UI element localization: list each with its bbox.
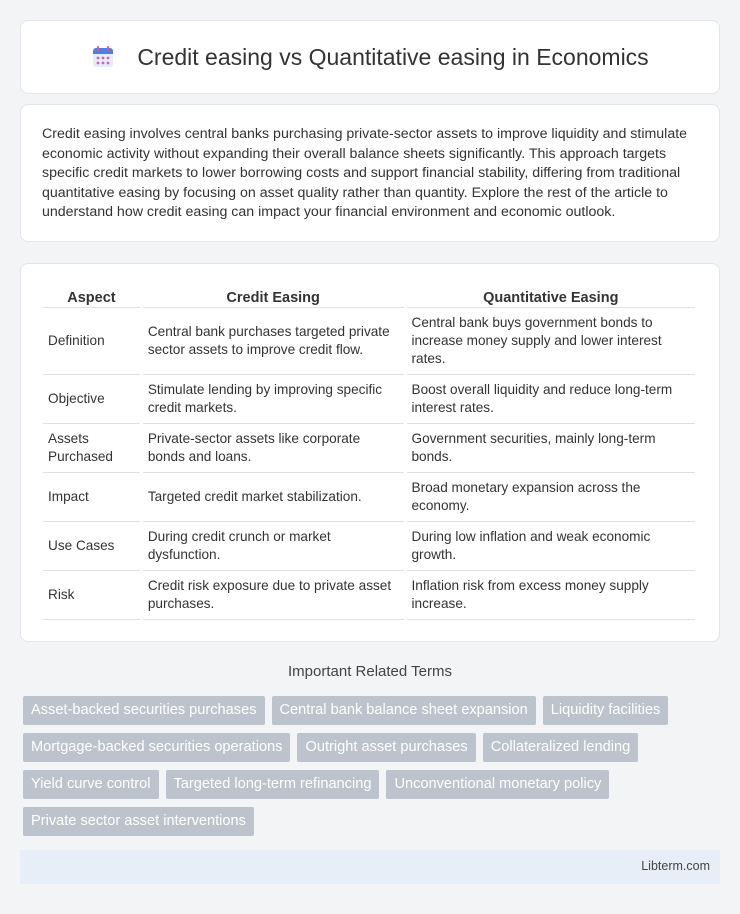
row-quantitative-easing: Boost overall liquidity and reduce long-term interest rates. (407, 375, 696, 424)
comparison-card (20, 263, 720, 642)
related-term-tag[interactable]: Yield curve control (23, 770, 159, 799)
row-quantitative-easing: Broad monetary expansion across the economy. (407, 473, 696, 522)
row-credit-easing: Central bank purchases targeted private sector assets to improve credit flow. (143, 308, 404, 375)
row-credit-easing: During credit crunch or market dysfunction. (143, 522, 404, 571)
table-row (43, 522, 695, 571)
table-row (43, 308, 695, 375)
row-aspect: Risk (43, 571, 140, 620)
row-credit-easing: Stimulate lending by improving specific credit markets. (143, 375, 404, 424)
table-header-row (43, 286, 695, 308)
footer (20, 850, 720, 884)
header-card (20, 20, 720, 94)
related-terms-list (23, 696, 723, 844)
row-quantitative-easing: During low inflation and weak economic growth. (407, 522, 696, 571)
footer-brand-link[interactable]: Libterm.com (641, 859, 710, 873)
table-row (43, 473, 695, 522)
header-credit-easing: Credit Easing (143, 286, 404, 308)
row-quantitative-easing: Inflation risk from excess money supply increase. (407, 571, 696, 620)
table-row (43, 424, 695, 473)
comparison-table (40, 286, 698, 620)
related-term-tag[interactable]: Mortgage-backed securities operations (23, 733, 290, 762)
related-term-tag[interactable]: Outright asset purchases (297, 733, 475, 762)
page-title: Credit easing vs Quantitative easing in Economics (137, 43, 649, 70)
intro-paragraph: Credit easing involves central banks purchasing private-sector assets to improve liquidity and stimulate economic activity without expanding their overall balance sheets significantly. This approach targets specific credit markets to lower borrowing costs and support financial stability, differing from traditional quantitative easing by focusing on asset quality rather than quantity. Explore the rest of the article to understand how credit easing can impact your financial environment and economic outlook. (42, 126, 688, 221)
row-aspect: Assets Purchased (43, 424, 140, 473)
row-aspect: Definition (43, 308, 140, 375)
header-aspect: Aspect (43, 286, 140, 308)
row-quantitative-easing: Central bank buys government bonds to increase money supply and lower interest rates. (407, 308, 696, 375)
row-credit-easing: Private-sector assets like corporate bonds and loans. (143, 424, 404, 473)
related-term-tag[interactable]: Liquidity facilities (543, 696, 669, 725)
related-term-tag[interactable]: Collateralized lending (483, 733, 639, 762)
related-term-tag[interactable]: Private sector asset interventions (23, 807, 254, 836)
calendar-icon (91, 45, 115, 69)
related-term-tag[interactable]: Targeted long-term refinancing (166, 770, 380, 799)
row-aspect: Impact (43, 473, 140, 522)
related-terms-title: Important Related Terms (288, 663, 452, 680)
related-term-tag[interactable]: Asset-backed securities purchases (23, 696, 265, 725)
header-quantitative-easing: Quantitative Easing (407, 286, 696, 308)
row-credit-easing: Credit risk exposure due to private asset purchases. (143, 571, 404, 620)
row-credit-easing: Targeted credit market stabilization. (143, 473, 404, 522)
related-term-tag[interactable]: Central bank balance sheet expansion (272, 696, 536, 725)
row-quantitative-easing: Government securities, mainly long-term bonds. (407, 424, 696, 473)
related-term-tag[interactable]: Unconventional monetary policy (386, 770, 609, 799)
intro-card (20, 104, 720, 242)
table-row (43, 375, 695, 424)
table-row (43, 571, 695, 620)
row-aspect: Use Cases (43, 522, 140, 571)
row-aspect: Objective (43, 375, 140, 424)
